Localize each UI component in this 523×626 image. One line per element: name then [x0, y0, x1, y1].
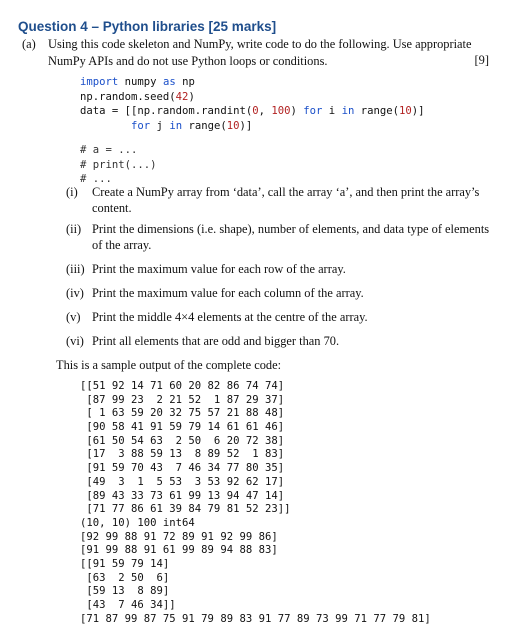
subpart-number: (ii) — [66, 222, 82, 236]
output-line: [91 59 70 43 7 46 34 77 80 35] — [80, 462, 285, 475]
code-keyword: in — [169, 119, 183, 132]
subpart-number: (vi) — [66, 334, 84, 348]
subpart-text: Print the dimensions (i.e. shape), number of elements, and data type of elements of the array. — [92, 222, 490, 252]
subpart-text: Print the middle 4×4 elements at the centre of the array. — [92, 310, 368, 324]
code-line-data — [80, 104, 425, 119]
output-line: [63 2 50 6] — [80, 571, 170, 584]
output-line: [89 43 33 73 61 99 13 94 47 14] — [80, 489, 285, 502]
subpart-number: (iii) — [66, 262, 85, 276]
code-number: 0 — [252, 105, 259, 117]
sample-output-label: This is a sample output of the complete code: — [56, 358, 282, 372]
code-text: i — [322, 105, 342, 117]
output-line: [59 13 8 89] — [80, 585, 170, 598]
subpart-text: Create a NumPy array from ‘data’, call the array ‘a’, and then print the array’s content. — [92, 185, 480, 215]
output-line: [17 3 88 59 13 8 89 52 1 83] — [80, 448, 285, 461]
code-comment: # ... — [80, 173, 112, 185]
code-number: 100 — [271, 105, 291, 117]
output-line: [61 50 54 63 2 50 6 20 72 38] — [80, 434, 285, 447]
code-text: j — [150, 119, 170, 132]
subpart-text: Print the maximum value for each column of the array. — [92, 286, 364, 300]
code-keyword: in — [341, 105, 355, 117]
output-line: [ 1 63 59 20 32 75 57 21 88 48] — [80, 407, 285, 420]
output-line: [71 87 99 87 75 91 79 89 83 91 77 89 73 99 71 77 79 81] — [80, 612, 431, 625]
marks-badge: [9] — [474, 53, 489, 67]
output-line: [43 7 46 34]] — [80, 599, 176, 611]
code-text: , — [258, 105, 272, 117]
code-text: numpy — [118, 76, 163, 88]
code-line-seed — [80, 90, 195, 105]
code-text: range( — [182, 119, 227, 132]
code-keyword: for — [131, 119, 151, 132]
output-line: [87 99 23 2 21 52 1 87 29 37] — [80, 393, 285, 406]
sample-output — [80, 380, 431, 626]
code-text: np — [175, 76, 195, 88]
code-text — [80, 120, 131, 132]
code-number: 10 — [398, 105, 412, 117]
output-line: [[51 92 14 71 60 20 82 86 74 74] — [80, 380, 285, 392]
code-text: ) — [290, 105, 304, 117]
code-comment: # a = ... — [80, 144, 138, 156]
subpart-number: (i) — [66, 185, 78, 199]
code-keyword: for — [303, 105, 323, 117]
code-text: range( — [354, 105, 399, 117]
code-line-import — [80, 75, 195, 90]
output-line: [92 99 88 91 72 89 91 92 99 86] — [80, 530, 278, 543]
code-number: 10 — [226, 119, 240, 132]
code-line-for-j — [80, 119, 252, 134]
code-text: ) — [188, 90, 195, 103]
output-line: [[91 59 79 14] — [80, 557, 170, 570]
part-a-text: Using this code skeleton and NumPy, write code to do the following. Use appropriate NumPy APIs and do not use Python loops or conditions. — [48, 37, 472, 68]
output-line: (10, 10) 100 int64 — [80, 516, 195, 529]
part-a-label: (a) — [22, 37, 36, 51]
code-text: data = [[np.random.randint( — [80, 105, 253, 117]
subpart-number: (iv) — [66, 286, 84, 300]
code-number: 42 — [175, 90, 189, 103]
code-comment: # print(...) — [80, 158, 157, 171]
output-line: [49 3 1 5 53 3 53 92 62 17] — [80, 475, 285, 488]
subpart-number: (v) — [66, 310, 81, 324]
code-keyword: as — [162, 76, 176, 88]
output-line: [71 77 86 61 39 84 79 81 52 23]] — [80, 503, 291, 516]
subpart-text: Print all elements that are odd and bigger than 70. — [92, 334, 340, 348]
code-text: np.random.seed( — [80, 90, 176, 103]
output-line: [91 99 88 91 61 99 89 94 88 83] — [80, 544, 278, 557]
code-text: )] — [411, 105, 425, 117]
output-line: [90 58 41 91 59 79 14 61 61 46] — [80, 421, 285, 434]
subpart-text: Print the maximum value for each row of the array. — [92, 262, 346, 276]
question-title: Question 4 – Python libraries [25 marks] — [18, 19, 277, 34]
code-text: )] — [239, 119, 253, 132]
code-keyword: import — [80, 76, 119, 88]
